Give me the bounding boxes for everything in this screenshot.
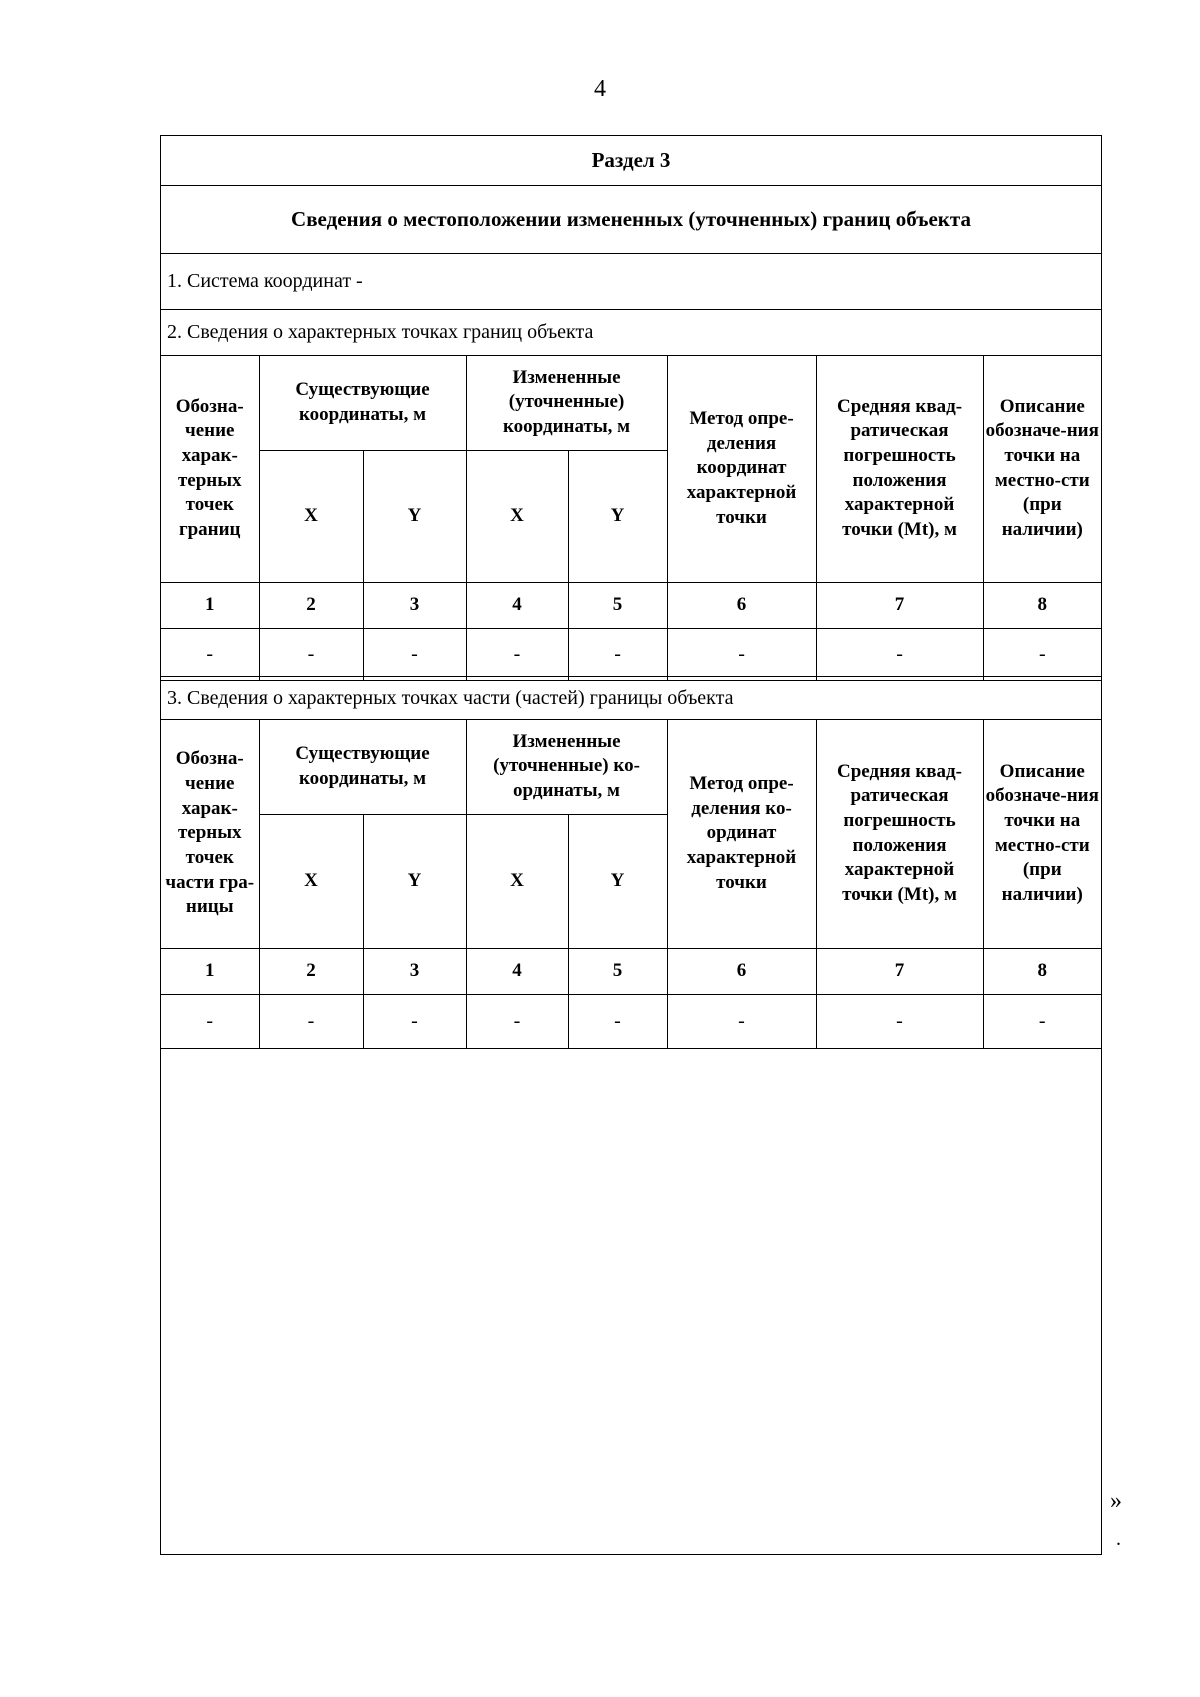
header-error: Средняя квад-ратическая погрешность положения характерной точки (Mt), м — [816, 356, 983, 582]
column-number: 5 — [568, 948, 667, 994]
table-cell: - — [161, 628, 259, 680]
header-designation: Обозна-чение харак-терных точек границ — [161, 356, 259, 582]
header-description: Описание обозначе-ния точки на местно-сти (при наличии) — [983, 356, 1101, 582]
table-cell: - — [568, 628, 667, 680]
header-changed-coords: Измененные (уточненные) координаты, м — [466, 356, 667, 450]
table-cell: - — [816, 628, 983, 680]
part-boundary-points-table — [161, 720, 1101, 1049]
closing-dot: . — [1116, 1528, 1121, 1550]
header-y: Y — [568, 450, 667, 582]
table-cell: - — [816, 994, 983, 1048]
header-error: Средняя квад-ратическая погрешность положения характерной точки (Mt), м — [816, 720, 983, 948]
column-number: 3 — [363, 582, 466, 628]
boundary-points-table — [161, 356, 1101, 681]
table-row — [161, 628, 1101, 680]
column-number: 2 — [259, 948, 363, 994]
header-designation: Обозна-чение харак-терных точек части гра-ницы — [161, 720, 259, 948]
header-x: X — [466, 450, 568, 582]
table-cell: - — [667, 994, 816, 1048]
header-x: X — [259, 450, 363, 582]
table-cell: - — [466, 628, 568, 680]
section-subtitle: Сведения о местоположении измененных (уточненных) границ объекта — [161, 186, 1101, 254]
item3-title: 3. Сведения о характерных точках части (частей) границы объекта — [161, 676, 1101, 720]
header-x: X — [466, 814, 568, 948]
page-number: 4 — [594, 76, 606, 102]
column-number: 7 — [816, 582, 983, 628]
column-number: 2 — [259, 582, 363, 628]
header-y: Y — [568, 814, 667, 948]
section-frame — [160, 135, 1102, 1555]
table-cell: - — [983, 628, 1101, 680]
column-number-row — [161, 948, 1101, 994]
column-number: 1 — [161, 582, 259, 628]
column-number: 4 — [466, 582, 568, 628]
table-cell: - — [466, 994, 568, 1048]
column-number: 3 — [363, 948, 466, 994]
header-existing-coords: Существующие координаты, м — [259, 356, 466, 450]
header-method: Метод опре-деления координат характерной точки — [667, 356, 816, 582]
table-cell: - — [161, 994, 259, 1048]
table-cell: - — [983, 994, 1101, 1048]
header-y: Y — [363, 814, 466, 948]
column-number: 6 — [667, 948, 816, 994]
item2-title: 2. Сведения о характерных точках границ объекта — [161, 310, 1101, 356]
coordinate-system: 1. Система координат - — [161, 254, 1101, 310]
closing-quote: » — [1110, 1488, 1122, 1514]
column-number: 1 — [161, 948, 259, 994]
column-number: 8 — [983, 582, 1101, 628]
header-y: Y — [363, 450, 466, 582]
column-number: 8 — [983, 948, 1101, 994]
table-cell: - — [259, 994, 363, 1048]
header-method: Метод опре-деления ко-ординат характерной точки — [667, 720, 816, 948]
header-changed-coords: Измененные (уточненные) ко-ординаты, м — [466, 720, 667, 814]
table-cell: - — [259, 628, 363, 680]
column-number: 7 — [816, 948, 983, 994]
table-cell: - — [568, 994, 667, 1048]
table-cell: - — [667, 628, 816, 680]
column-number: 4 — [466, 948, 568, 994]
section-title: Раздел 3 — [161, 136, 1101, 186]
column-number: 5 — [568, 582, 667, 628]
table-cell: - — [363, 994, 466, 1048]
column-number-row — [161, 582, 1101, 628]
header-existing-coords: Существующие координаты, м — [259, 720, 466, 814]
column-number: 6 — [667, 582, 816, 628]
header-description: Описание обозначе-ния точки на местно-сти (при наличии) — [983, 720, 1101, 948]
table-row — [161, 994, 1101, 1048]
header-x: X — [259, 814, 363, 948]
table-cell: - — [363, 628, 466, 680]
